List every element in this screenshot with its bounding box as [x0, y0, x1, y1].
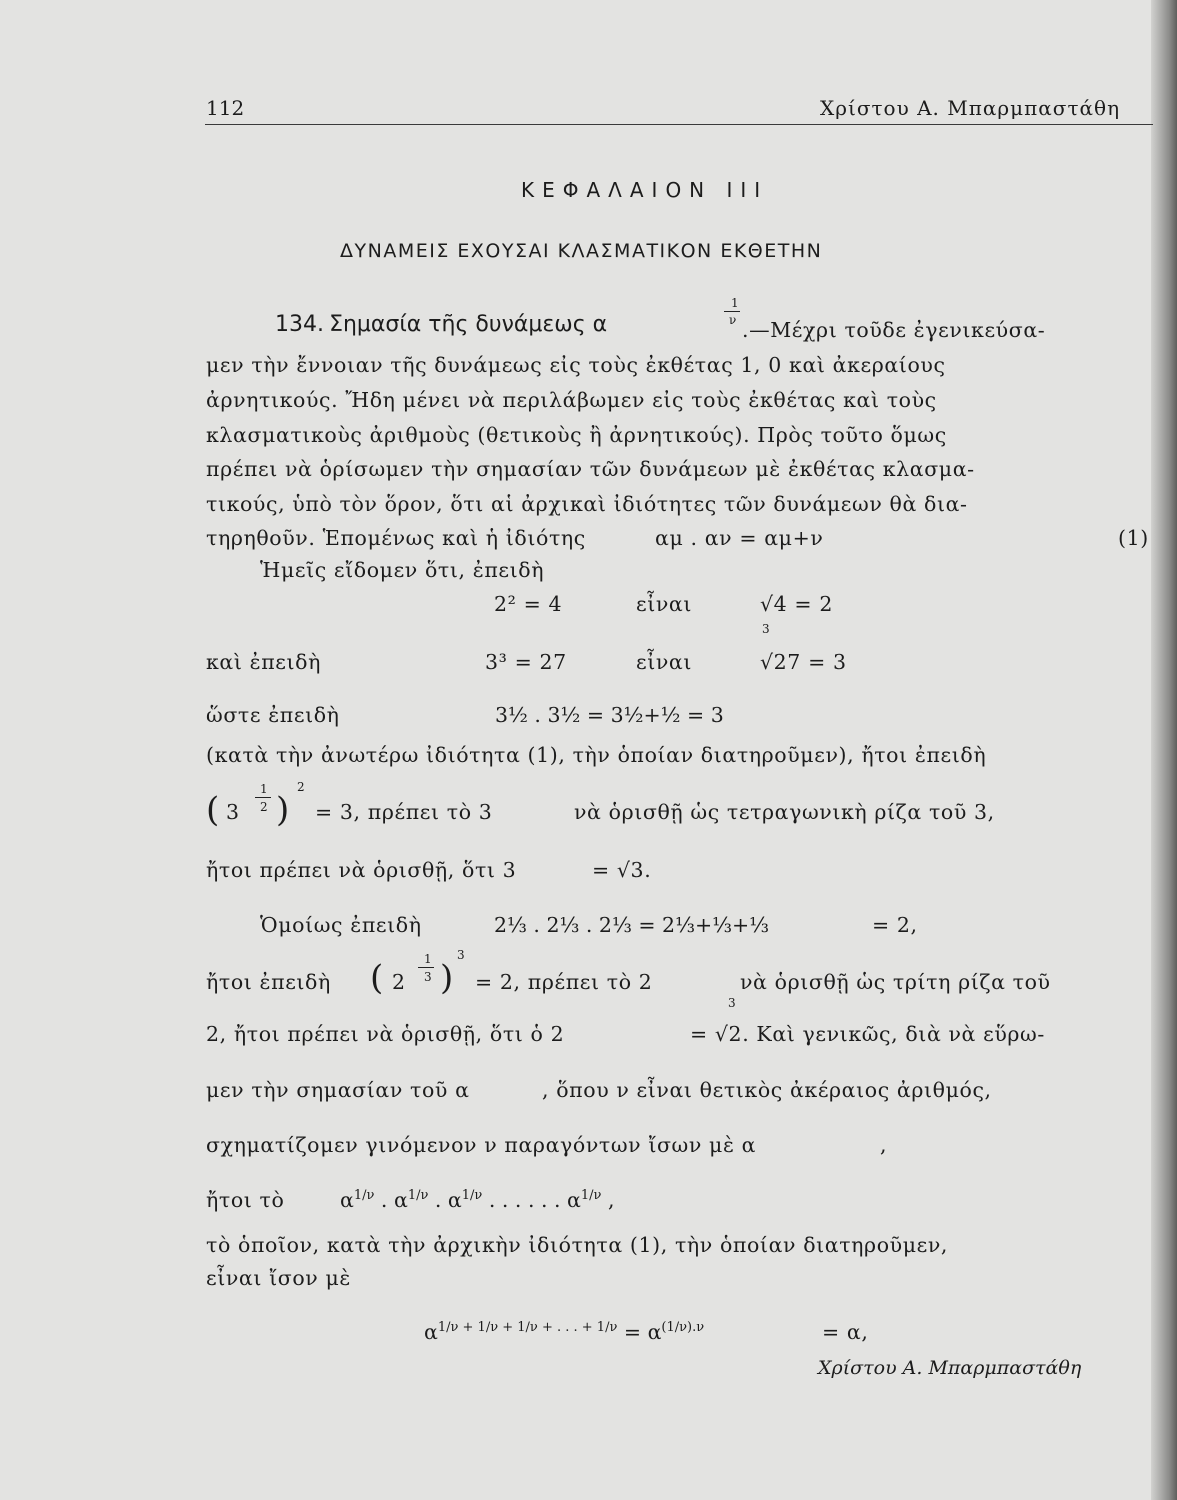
kai-epeidi: καὶ ἐπειδὴ	[206, 650, 321, 674]
heading-exponent-denominator: ν	[729, 313, 737, 327]
text-line-13b: νὰ ὁρισθῇ ὡς τετραγωνικὴ ρίζα τοῦ 3,	[574, 800, 995, 824]
text-line-16b: = 2, πρέπει τὸ 2	[475, 970, 653, 994]
text-line-16a: ἤτοι ἐπειδὴ	[206, 970, 331, 994]
text-line-17a: 2, ἤτοι πρέπει νὰ ὁρισθῇ, ὅτι ὁ 2	[206, 1022, 565, 1046]
running-head: Χρίστου Α. Μπαρμπαστάθη	[820, 96, 1121, 120]
section-heading-line	[275, 312, 607, 337]
text-line-8: Ἡμεῖς εἴδομεν ὅτι, ἐπειδὴ	[260, 558, 545, 582]
cube-exp: 3	[457, 948, 465, 962]
text-line-18b: , ὅπου ν εἶναι θετικὸς ἀκέραιος ἀριθμός,	[542, 1078, 992, 1102]
footer-signature: Χρίστου Α. Μπαρμπαστάθη	[818, 1357, 1082, 1379]
eq1-right: √4 = 2	[760, 592, 833, 616]
half-exp-den: 2	[260, 800, 268, 814]
wste-epeidi: ὥστε ἐπειδὴ	[206, 703, 340, 727]
text-line-5: πρέπει νὰ ὁρίσωμεν τὴν σημασίαν τῶν δυνάμεων μὲ ἐκθέτας κλασμα-	[206, 457, 975, 481]
text-line-3: ἀρνητικούς. Ἤδη μένει νὰ περιλάβωμεν εἰς τοὺς ἐκθέτας καὶ τοὺς	[206, 388, 937, 412]
text-line-14a: ἤτοι πρέπει νὰ ὁρισθῇ, ὅτι 3	[206, 858, 517, 882]
text-line-18a: μεν τὴν σημασίαν τοῦ α	[206, 1078, 470, 1102]
page-number: 112	[206, 96, 245, 120]
paren-left-2: (	[370, 958, 384, 998]
text-line-4: κλασματικοὺς ἀριθμοὺς (θετικοὺς ἢ ἀρνητικούς). Πρὸς τοῦτο ὅμως	[206, 423, 947, 447]
base-2: 2	[392, 970, 406, 994]
text-line-17b: = √2. Καὶ γενικῶς, διὰ νὰ εὕρω-	[690, 1022, 1045, 1046]
chapter-title: ΚΕΦΑΛΑΙΟΝ III	[521, 178, 769, 202]
text-line-19a: σχηματίζομεν γινόμενον ν παραγόντων ἴσων μὲ α	[206, 1133, 757, 1157]
square-exp: 2	[297, 780, 305, 794]
cube-root-index: 3	[728, 996, 736, 1010]
text-line-6: τικούς, ὑπὸ τὸν ὅρον, ὅτι αἱ ἀρχικαὶ ἰδιότητες τῶν δυνάμεων θὰ δια-	[206, 492, 968, 516]
text-line-21: τὸ ὁποῖον, κατὰ τὴν ἀρχικὴν ἰδιότητα (1), τὴν ὁποίαν διατηροῦμεν,	[206, 1233, 949, 1257]
half-exp-bar	[255, 797, 271, 798]
half-exp-num: 1	[260, 782, 268, 796]
chapter-subtitle: ΔΥΝΑΜΕΙΣ ΕΧΟΥΣΑΙ ΚΛΑΣΜΑΤΙΚΟΝ ΕΚΘΕΤΗΝ	[340, 240, 823, 262]
text-line-15a: Ὁμοίως ἐπειδὴ	[260, 913, 422, 937]
sum-of-exponents: $\alpha^{1/\nu + 1/\nu + 1/\nu + . . . + 1/\nu} = \alpha^{(1/\nu).\nu}$	[424, 1320, 705, 1344]
text-line-23b: = α,	[822, 1320, 869, 1344]
base-3: 3	[226, 800, 240, 824]
header-rule	[205, 124, 1153, 125]
section-number: 134.	[275, 312, 324, 337]
text-line-20a: ἤτοι τὸ	[206, 1188, 285, 1212]
product-of-roots: $\alpha^{1/\nu}$ . $\alpha^{1/\nu}$ . $\alpha^{1/\nu}$ . . . . . . $\alpha^{1/\nu}$ ,	[340, 1188, 615, 1212]
text-line-15b: = 2,	[872, 913, 918, 937]
third-exp-bar	[418, 967, 434, 968]
text-line-7: τηρηθοῦν. Ἑπομένως καὶ ἡ ἰδιότης	[206, 526, 586, 550]
text-line-16c: νὰ ὁρισθῇ ὡς τρίτη ρίζα τοῦ	[740, 970, 1051, 994]
formula-property-1: αμ . αν = αμ+ν	[655, 526, 824, 550]
text-line-12: (κατὰ τὴν ἀνωτέρω ἰδιότητα (1), τὴν ὁποίαν διατηροῦμεν), ἤτοι ἐπειδὴ	[206, 743, 987, 767]
text-line-2: μεν τὴν ἔννοιαν τῆς δυνάμεως εἰς τοὺς ἐκθέτας 1, 0 καὶ ἀκεραίους	[206, 353, 946, 377]
text-line-13a: = 3, πρέπει τὸ 3	[315, 800, 493, 824]
cube-root-product: 2⅓ . 2⅓ . 2⅓ = 2⅓+⅓+⅓	[494, 913, 770, 937]
paren-right: )	[276, 790, 290, 830]
eq2-root-index: 3	[762, 622, 770, 636]
eq2-right: √27 = 3	[760, 650, 847, 674]
heading-exponent-numerator: 1	[731, 296, 739, 310]
equation-tag-1: (1)	[1118, 526, 1149, 550]
section-lead: .—Μέχρι τοῦδε ἐγενικεύσα-	[742, 318, 1046, 342]
paren-left: (	[206, 790, 220, 830]
heading-fraction-bar	[724, 311, 740, 312]
eq2-word: εἶναι	[636, 650, 693, 674]
comma: ,	[880, 1133, 888, 1157]
eq1-left: 2² = 4	[494, 592, 563, 616]
eq2-left: 3³ = 27	[485, 650, 567, 674]
eq1-word: εἶναι	[636, 592, 693, 616]
text-line-14b: = √3.	[592, 858, 652, 882]
paren-right-2: )	[440, 958, 454, 998]
third-exp-den: 3	[424, 970, 432, 984]
text-line-22: εἶναι ἴσον μὲ	[206, 1266, 351, 1290]
third-exp-num: 1	[424, 952, 432, 966]
section-heading: Σημασία τῆς δυνάμεως α	[329, 312, 608, 337]
page-edge-shadow	[1151, 0, 1177, 1500]
eq3: 3½ . 3½ = 3½+½ = 3	[495, 703, 724, 727]
